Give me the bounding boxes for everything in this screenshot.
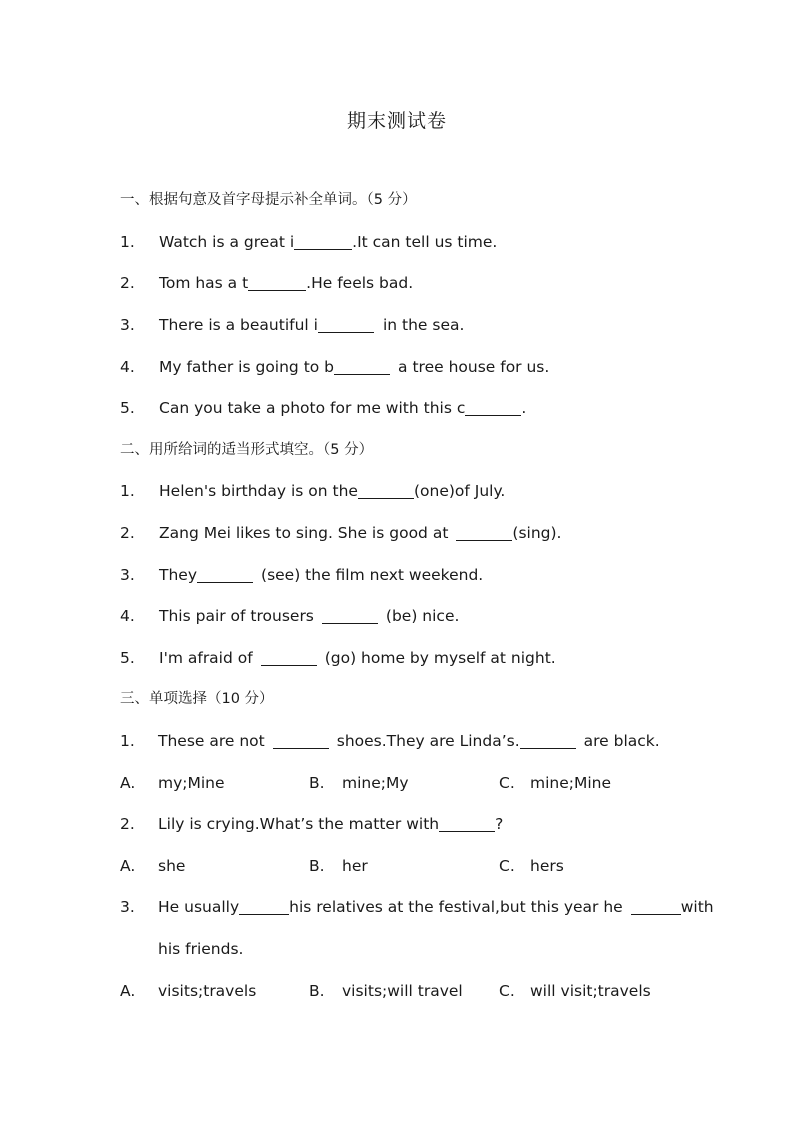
answer-blank[interactable]: [358, 482, 414, 499]
answer-blank[interactable]: [261, 649, 317, 666]
item-text: These are not: [158, 732, 265, 750]
sec3-question-1: [120, 730, 660, 752]
answer-blank[interactable]: [334, 358, 390, 375]
sec1-item-2: [120, 272, 413, 294]
item-text: Tom has a t: [159, 274, 249, 292]
option-a[interactable]: A. my;Mine: [120, 774, 225, 792]
option-c[interactable]: C. will visit;travels: [499, 982, 651, 1000]
item-text: Zang Mei likes to sing. She is good at: [159, 524, 449, 542]
sec2-item-5: [120, 647, 556, 669]
item-number: 5.: [120, 649, 135, 667]
item-text: I'm afraid of: [159, 649, 253, 667]
item-text: (sing).: [512, 524, 562, 542]
option-c[interactable]: C. hers: [499, 857, 564, 875]
item-text: in the sea.: [382, 316, 465, 334]
item-text: He usually: [158, 898, 240, 916]
answer-blank[interactable]: [631, 898, 681, 915]
item-number: 1.: [120, 482, 135, 500]
item-number: 1.: [120, 732, 135, 750]
answer-blank[interactable]: [456, 524, 512, 541]
sec3-q2-options: [120, 855, 680, 877]
item-number: 4.: [120, 358, 135, 376]
sec2-item-1: [120, 480, 505, 502]
sec1-item-1: [120, 231, 497, 253]
item-text: This pair of trousers: [159, 607, 314, 625]
sec2-item-2: [120, 522, 561, 544]
item-number: 4.: [120, 607, 135, 625]
item-text: shoes.They are Linda’s.: [336, 732, 520, 750]
answer-blank[interactable]: [273, 732, 329, 749]
item-text: his relatives at the festival,but this year he: [289, 898, 623, 916]
page-title: 期末测试卷: [346, 110, 447, 132]
sec1-item-4: [120, 356, 549, 378]
answer-blank[interactable]: [439, 815, 495, 832]
item-number: 2.: [120, 815, 135, 833]
option-a[interactable]: A. visits;travels: [120, 982, 257, 1000]
sec3-q3-options: [120, 980, 680, 1002]
sec3-question-3-continuation: his friends.: [158, 940, 244, 958]
item-number: 5.: [120, 399, 135, 417]
answer-blank[interactable]: [322, 607, 378, 624]
item-text: with: [680, 898, 714, 916]
item-text: (one)of July.: [413, 482, 506, 500]
answer-blank[interactable]: [318, 316, 374, 333]
answer-blank[interactable]: [197, 566, 253, 583]
item-number: 3.: [120, 566, 135, 584]
item-text: (be) nice.: [385, 607, 460, 625]
sec3-question-3: [120, 896, 714, 918]
section-3-heading: 三、单项选择（10 分）: [120, 691, 274, 707]
section-2-heading: 二、用所给词的适当形式填空。（5 分）: [120, 442, 374, 458]
item-number: 1.: [120, 233, 135, 251]
item-number: 3.: [120, 316, 135, 334]
answer-blank[interactable]: [248, 274, 306, 291]
option-b[interactable]: B. visits;will travel: [309, 982, 463, 1000]
answer-blank[interactable]: [520, 732, 576, 749]
item-text: .It can tell us time.: [352, 233, 498, 251]
option-a[interactable]: A. she: [120, 857, 186, 875]
option-b[interactable]: B. mine;My: [309, 774, 409, 792]
option-b[interactable]: B. her: [309, 857, 368, 875]
item-text: a tree house for us.: [398, 358, 550, 376]
item-text: Lily is crying.What’s the matter with: [158, 815, 440, 833]
item-text: There is a beautiful i: [159, 316, 318, 334]
item-number: 2.: [120, 524, 135, 542]
item-text: ?: [495, 815, 504, 833]
answer-blank[interactable]: [294, 233, 352, 250]
item-number: 2.: [120, 274, 135, 292]
item-text: (see) the film next weekend.: [261, 566, 484, 584]
section-1-heading: 一、根据句意及首字母提示补全单词。（5 分）: [120, 192, 417, 208]
sec3-question-2: [120, 813, 503, 835]
item-number: 3.: [120, 898, 135, 916]
item-text: Watch is a great i: [159, 233, 295, 251]
item-text: Can you take a photo for me with this c: [159, 399, 466, 417]
item-text: (go) home by myself at night.: [324, 649, 556, 667]
answer-blank[interactable]: [465, 399, 521, 416]
item-text: They: [159, 566, 198, 584]
sec2-item-3: [120, 564, 483, 586]
item-text: My father is going to b: [159, 358, 335, 376]
item-text: .: [521, 399, 527, 417]
sec3-q1-options: [120, 772, 680, 794]
sec1-item-5: [120, 397, 526, 419]
item-text: Helen's birthday is on the: [159, 482, 358, 500]
answer-blank[interactable]: [239, 898, 289, 915]
item-text: are black.: [583, 732, 660, 750]
sec1-item-3: [120, 314, 464, 336]
option-c[interactable]: C. mine;Mine: [499, 774, 612, 792]
item-text: .He feels bad.: [306, 274, 414, 292]
sec2-item-4: [120, 605, 459, 627]
